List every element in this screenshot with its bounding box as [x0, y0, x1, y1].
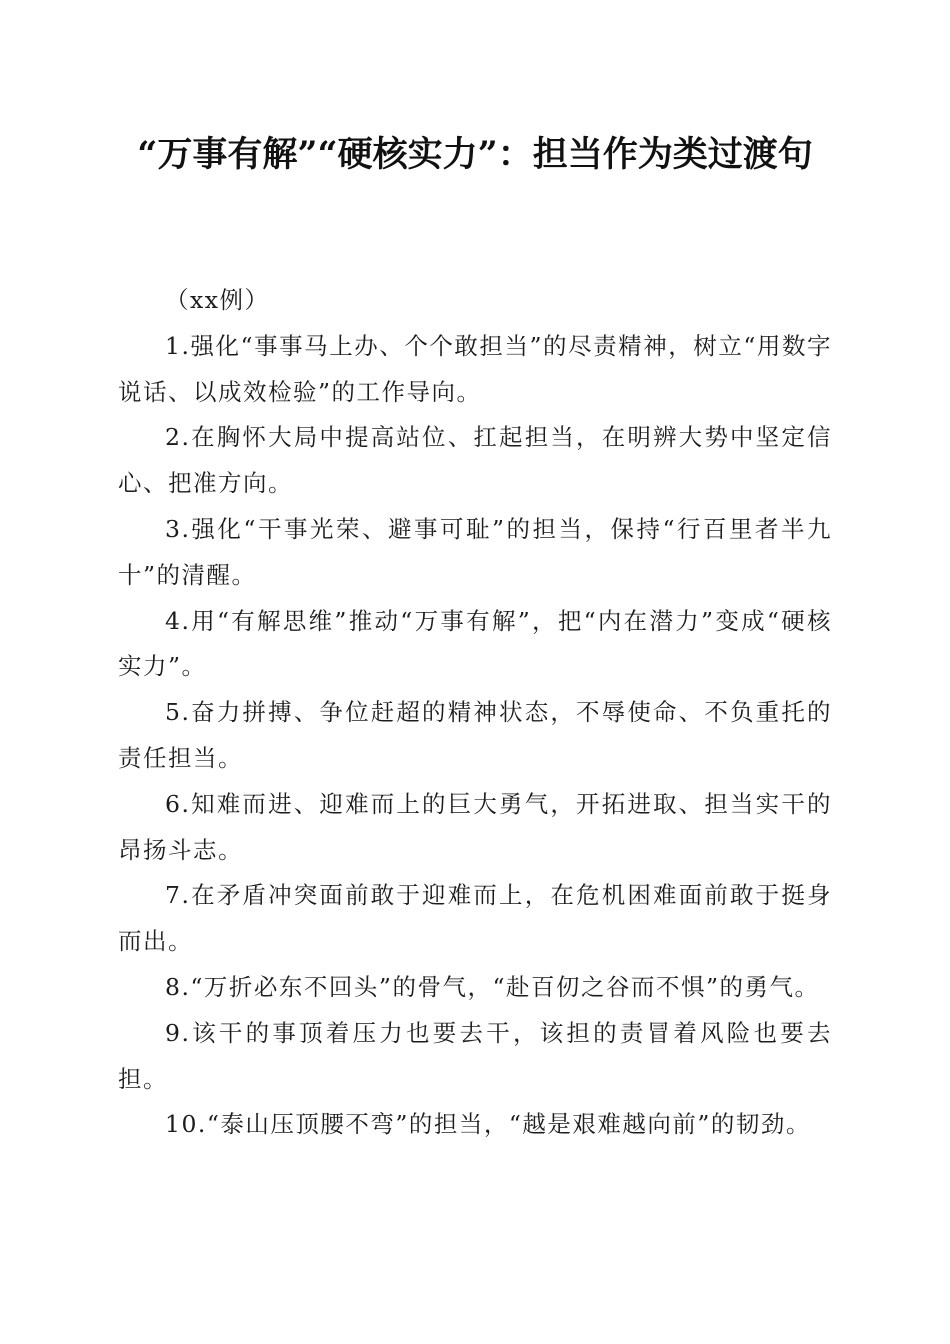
list-item: 5.奋力拼搏、争位赶超的精神状态，不辱使命、不负重托的责任担当。 — [118, 698, 832, 772]
list-item: 1.强化“事事马上办、个个敢担当”的尽责精神，树立“用数字说话、以成效检验”的工作导向。 — [118, 331, 832, 406]
document-title: “万事有解”“硬核实力”：担当作为类过渡句 — [137, 134, 813, 175]
list-item: 4.用“有解思维”推动“万事有解”，把“内在潜力”变成“硬核实力”。 — [118, 606, 832, 681]
list-item: 8.“万折必东不回头”的骨气，“赴百仞之谷而不惧”的勇气。 — [165, 972, 820, 1001]
list-item: 9.该干的事顶着压力也要去干，该担的责冒着风险也要去担。 — [118, 1018, 832, 1093]
list-item: 7.在矛盾冲突面前敢于迎难而上，在危机困难面前敢于挺身而出。 — [118, 881, 832, 956]
list-item: 2.在胸怀大局中提高站位、扛起担当，在明辨大势中坚定信心、把准方向。 — [118, 423, 832, 498]
list-item: 3.强化“干事光荣、避事可耻”的担当，保持“行百里者半九十”的清醒。 — [118, 514, 832, 589]
list-item: 6.知难而进、迎难而上的巨大勇气，开拓进取、担当实干的昂扬斗志。 — [118, 789, 832, 864]
document-body — [118, 278, 832, 1148]
count-note: （xx例） — [165, 286, 270, 314]
list-item: 10.“泰山压顶腰不弯”的担当，“越是艰难越向前”的韧劲。 — [165, 1110, 811, 1139]
